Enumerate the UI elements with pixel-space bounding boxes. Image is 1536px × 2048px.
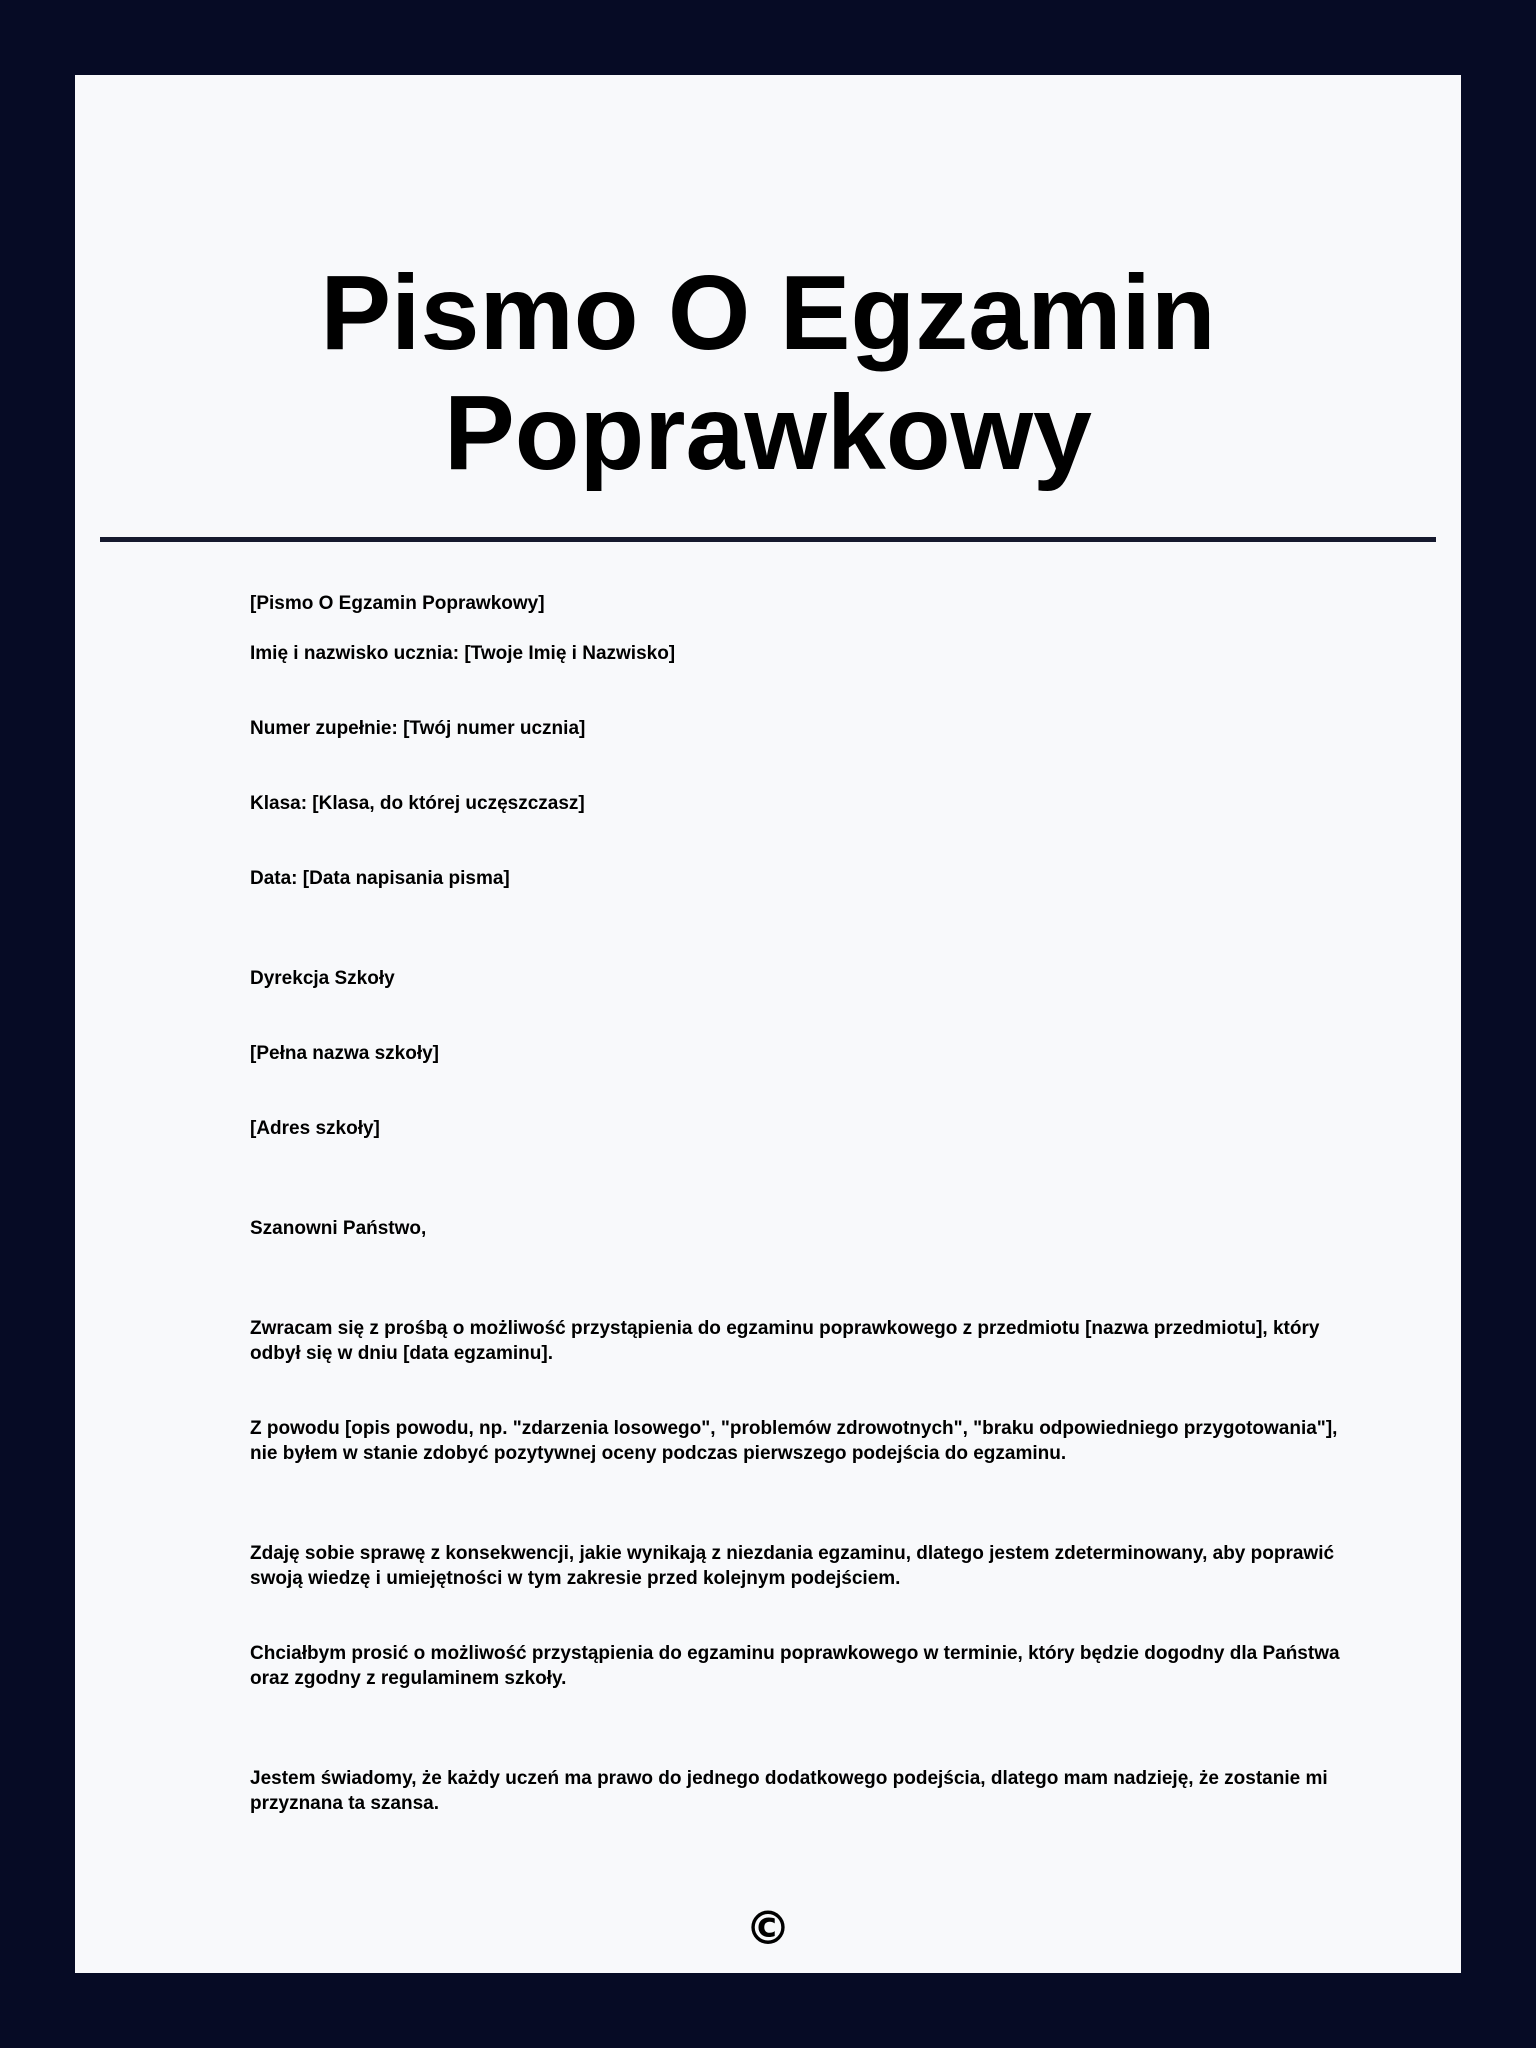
- title-line-1: Pismo O Egzamin: [320, 254, 1216, 372]
- paragraph-reason: Z powodu [opis powodu, np. "zdarzenia losowego", "problemów zdrowotnych", "braku odpowiedniego przygotowania"], nie byłem w stanie zdobyć pozytywnej oceny podczas pierwszego podejścia do egzaminu.: [250, 1418, 1338, 1464]
- student-number-line: Numer zupełnie: [Twój numer ucznia]: [250, 718, 586, 739]
- date-line: Data: [Data napisania pisma]: [250, 868, 510, 889]
- paragraph-term-request: Chciałbym prosić o możliwość przystąpienia do egzaminu poprawkowego w terminie, który będzie dogodny dla Państwa oraz zgodny z regulaminem szkoły.: [250, 1643, 1340, 1689]
- title-divider: [100, 537, 1436, 542]
- document-title: [75, 253, 1461, 493]
- header-label: [Pismo O Egzamin Poprawkowy]: [250, 593, 545, 614]
- paragraph-request: Zwracam się z prośbą o możliwość przystąpienia do egzaminu poprawkowego z przedmiotu [nazwa przedmiotu], który odbył się w dniu [data egzaminu].: [250, 1318, 1320, 1364]
- copyright-icon: ©: [745, 1901, 791, 1955]
- school-address-line: [Adres szkoły]: [250, 1118, 380, 1139]
- paragraph-consequences: Zdaję sobie sprawę z konsekwencji, jakie wynikają z niezdania egzaminu, dlatego jestem zdeterminowany, aby poprawić swoją wiedzę i umiejętności w tym zakresie przed kolejnym podejściem.: [250, 1543, 1335, 1589]
- document-page: [75, 75, 1461, 1973]
- student-name-line: Imię i nazwisko ucznia: [Twoje Imię i Nazwisko]: [250, 643, 676, 664]
- recipient-line: Dyrekcja Szkoły: [250, 968, 395, 989]
- paragraph-awareness: Jestem świadomy, że każdy uczeń ma prawo do jednego dodatkowego podejścia, dlatego mam nadzieję, że zostanie mi przyznana ta szansa.: [250, 1768, 1328, 1814]
- class-line: Klasa: [Klasa, do której uczęszczasz]: [250, 793, 585, 814]
- title-line-2: Poprawkowy: [444, 374, 1092, 492]
- salutation: Szanowni Państwo,: [250, 1218, 427, 1239]
- school-name-line: [Pełna nazwa szkoły]: [250, 1043, 440, 1064]
